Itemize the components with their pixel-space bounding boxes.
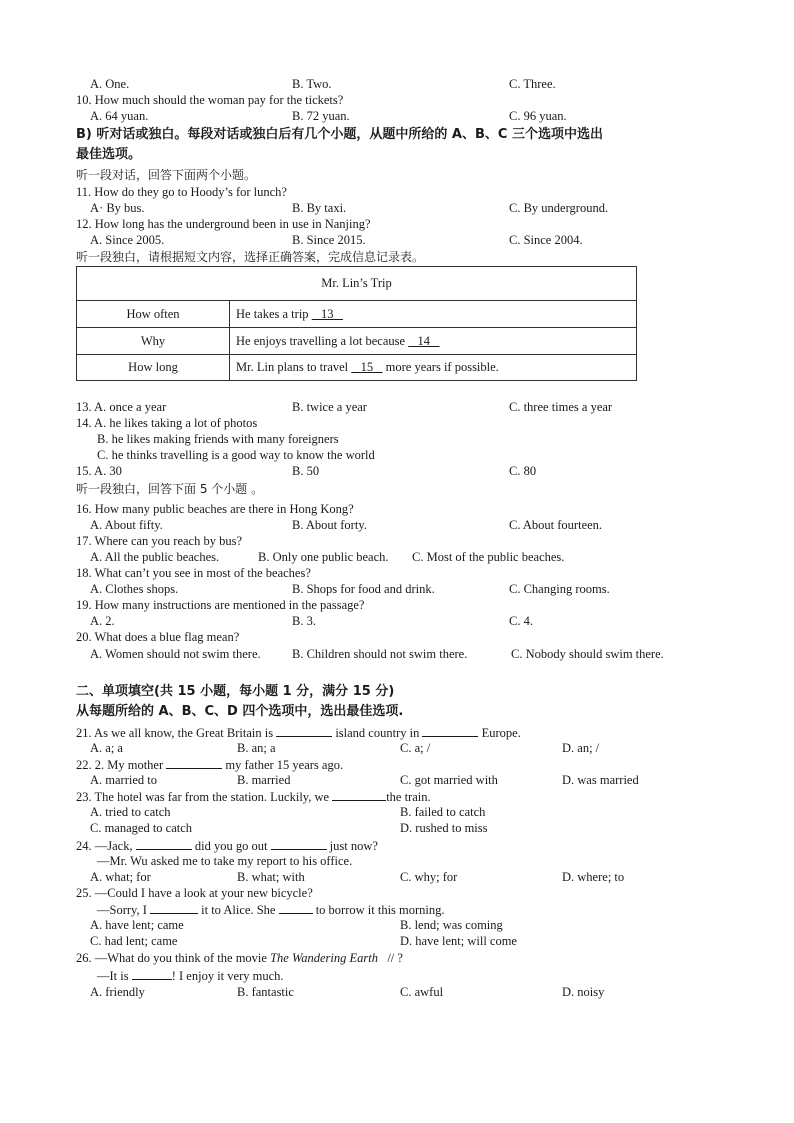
q9-option-b: B. Two. <box>292 77 332 91</box>
answer-blank <box>332 788 386 801</box>
q11-option-c: C. By underground. <box>509 201 609 215</box>
q24-option-c: C. why; for <box>400 870 458 884</box>
q11-stem: 11. How do they go to Hoody’s for lunch? <box>76 185 287 199</box>
q22-option-b: B. married <box>237 773 291 787</box>
q11-option-b: B. By taxi. <box>292 201 347 215</box>
q21-option-b: B. an; a <box>237 741 276 755</box>
q19-option-c: C. 4. <box>509 614 533 628</box>
q16-stem: 16. How many public beaches are there in Hong Kong? <box>76 502 354 516</box>
trip-record-table <box>76 266 637 381</box>
q26-response: —It is ! I enjoy it very much. <box>97 969 284 983</box>
q18-option-b: B. Shops for food and drink. <box>292 582 435 596</box>
q24-option-d: D. where; to <box>562 870 625 884</box>
q21-option-a: A. a; a <box>90 741 123 755</box>
table-row <box>77 328 637 355</box>
table-title: Mr. Lin’s Trip <box>77 267 637 301</box>
q16-option-b: B. About forty. <box>292 518 367 532</box>
q26-option-a: A. friendly <box>90 985 145 999</box>
q17-stem: 17. Where can you reach by bus? <box>76 534 243 548</box>
q13-option-c: C. three times a year <box>509 400 613 414</box>
instruction-monologue-five: 听一段独白，回答下面 5 个小题 。 <box>76 482 264 496</box>
row-label: How long <box>77 355 230 381</box>
section-b-heading: B) 听对话或独白。每段对话或独白后有几个小题，从题中所给的 A、B、C 三个选项中选出 <box>76 127 603 142</box>
q23-stem: 23. The hotel was far from the station. Luckily, we the train. <box>76 790 431 804</box>
q10-option-a: A. 64 yuan. <box>90 109 149 123</box>
q9-option-c: C. Three. <box>509 77 556 91</box>
q24-option-a: A. what; for <box>90 870 151 884</box>
q22-option-d: D. was married <box>562 773 639 787</box>
q22-option-a: A. married to <box>90 773 157 787</box>
row-content: He enjoys travelling a lot because 14 <box>230 328 637 355</box>
section-2-heading: 二、单项填空(共 15 小题，每小题 1 分，满分 15 分) <box>76 684 395 699</box>
q16-option-a: A. About fifty. <box>90 518 163 532</box>
section-2-instruction: 从每题所给的 A、B、C、D 四个选项中，选出最佳选项. <box>76 704 404 719</box>
row-label: How often <box>77 301 230 328</box>
q10-stem: 10. How much should the woman pay for the tickets? <box>76 93 344 107</box>
q20-option-a: A. Women should not swim there. <box>90 647 261 661</box>
q21-option-c: C. a; / <box>400 741 431 755</box>
q25-option-b: B. lend; was coming <box>400 918 503 932</box>
q12-option-c: C. Since 2004. <box>509 233 583 247</box>
row-content: Mr. Lin plans to travel 15 more years if possible. <box>230 355 637 381</box>
row-content: He takes a trip 13 <box>230 301 637 328</box>
q21-stem: 21. As we all know, the Great Britain is island country in Europe. <box>76 726 521 740</box>
q12-option-a: A. Since 2005. <box>90 233 165 247</box>
q26-stem: 26. —What do you think of the movie The Wandering Earth // ? <box>76 951 403 965</box>
q23-option-a: A. tried to catch <box>90 805 171 819</box>
q18-option-c: C. Changing rooms. <box>509 582 610 596</box>
q26-option-b: B. fantastic <box>237 985 294 999</box>
q16-option-c: C. About fourteen. <box>509 518 603 532</box>
table-row <box>77 301 637 328</box>
q18-stem: 18. What can’t you see in most of the beaches? <box>76 566 311 580</box>
q22-option-c: C. got married with <box>400 773 498 787</box>
q18-option-a: A. Clothes shops. <box>90 582 179 596</box>
q13-option-a: 13. A. once a year <box>76 400 167 414</box>
q17-option-b: B. Only one public beach. <box>258 550 389 564</box>
q19-option-a: A. 2. <box>90 614 115 628</box>
q10-option-c: C. 96 yuan. <box>509 109 567 123</box>
q17-option-c: C. Most of the public beaches. <box>412 550 565 564</box>
q23-option-c: C. managed to catch <box>90 821 193 835</box>
q13-option-b: B. twice a year <box>292 400 367 414</box>
q15-option-a: 15. A. 30 <box>76 464 122 478</box>
answer-blank <box>279 901 313 914</box>
q12-stem: 12. How long has the underground been in use in Nanjing? <box>76 217 371 231</box>
answer-blank-14: 14 <box>417 333 431 348</box>
q20-option-c: C. Nobody should swim there. <box>511 647 664 661</box>
row-label: Why <box>77 328 230 355</box>
q25-option-a: A. have lent; came <box>90 918 184 932</box>
q19-stem: 19. How many instructions are mentioned in the passage? <box>76 598 365 612</box>
q14-option-a: 14. A. he likes taking a lot of photos <box>76 416 258 430</box>
q25-response: —Sorry, I it to Alice. She to borrow it this morning. <box>97 903 445 917</box>
q15-option-c: C. 80 <box>509 464 537 478</box>
answer-blank <box>150 901 198 914</box>
table-row <box>77 355 637 381</box>
q21-option-d: D. an; / <box>562 741 600 755</box>
instruction-monologue-table: 听一段独白，请根据短文内容，选择正确答案，完成信息记录表。 <box>76 250 425 264</box>
answer-blank-15: 15 <box>360 360 374 374</box>
q25-stem: 25. —Could I have a look at your new bicycle? <box>76 886 313 900</box>
q24-stem: 24. —Jack, did you go out just now? <box>76 839 378 853</box>
answer-blank-13: 13 <box>321 306 334 321</box>
answer-blank <box>271 837 327 850</box>
q9-option-a: A. One. <box>90 77 130 91</box>
q26-option-c: C. awful <box>400 985 444 999</box>
answer-blank <box>136 837 192 850</box>
q23-option-b: B. failed to catch <box>400 805 486 819</box>
q25-option-d: D. have lent; will come <box>400 934 517 948</box>
movie-title: The Wandering Earth <box>270 951 378 965</box>
q14-option-b: B. he likes making friends with many foreigners <box>97 432 339 446</box>
q14-option-c: C. he thinks travelling is a good way to know the world <box>97 448 375 462</box>
section-b-heading-cont: 最佳选项。 <box>76 147 142 162</box>
q26-option-d: D. noisy <box>562 985 605 999</box>
q24-option-b: B. what; with <box>237 870 305 884</box>
q19-option-b: B. 3. <box>292 614 316 628</box>
q12-option-b: B. Since 2015. <box>292 233 366 247</box>
q15-option-b: B. 50 <box>292 464 320 478</box>
q20-option-b: B. Children should not swim there. <box>292 647 468 661</box>
q22-stem: 22. 2. My mother my father 15 years ago. <box>76 758 344 772</box>
q25-option-c: C. had lent; came <box>90 934 178 948</box>
instruction-dialogue: 听一段对话，回答下面两个小题。 <box>76 168 257 182</box>
q17-option-a: A. All the public beaches. <box>90 550 220 564</box>
q11-option-a: A· By bus. <box>90 201 145 215</box>
q20-stem: 20. What does a blue flag mean? <box>76 630 240 644</box>
answer-blank <box>166 756 222 769</box>
answer-blank <box>132 967 172 980</box>
q23-option-d: D. rushed to miss <box>400 821 488 835</box>
answer-blank <box>276 724 332 737</box>
answer-blank <box>422 724 478 737</box>
q24-response: —Mr. Wu asked me to take my report to his office. <box>97 854 353 868</box>
q10-option-b: B. 72 yuan. <box>292 109 350 123</box>
